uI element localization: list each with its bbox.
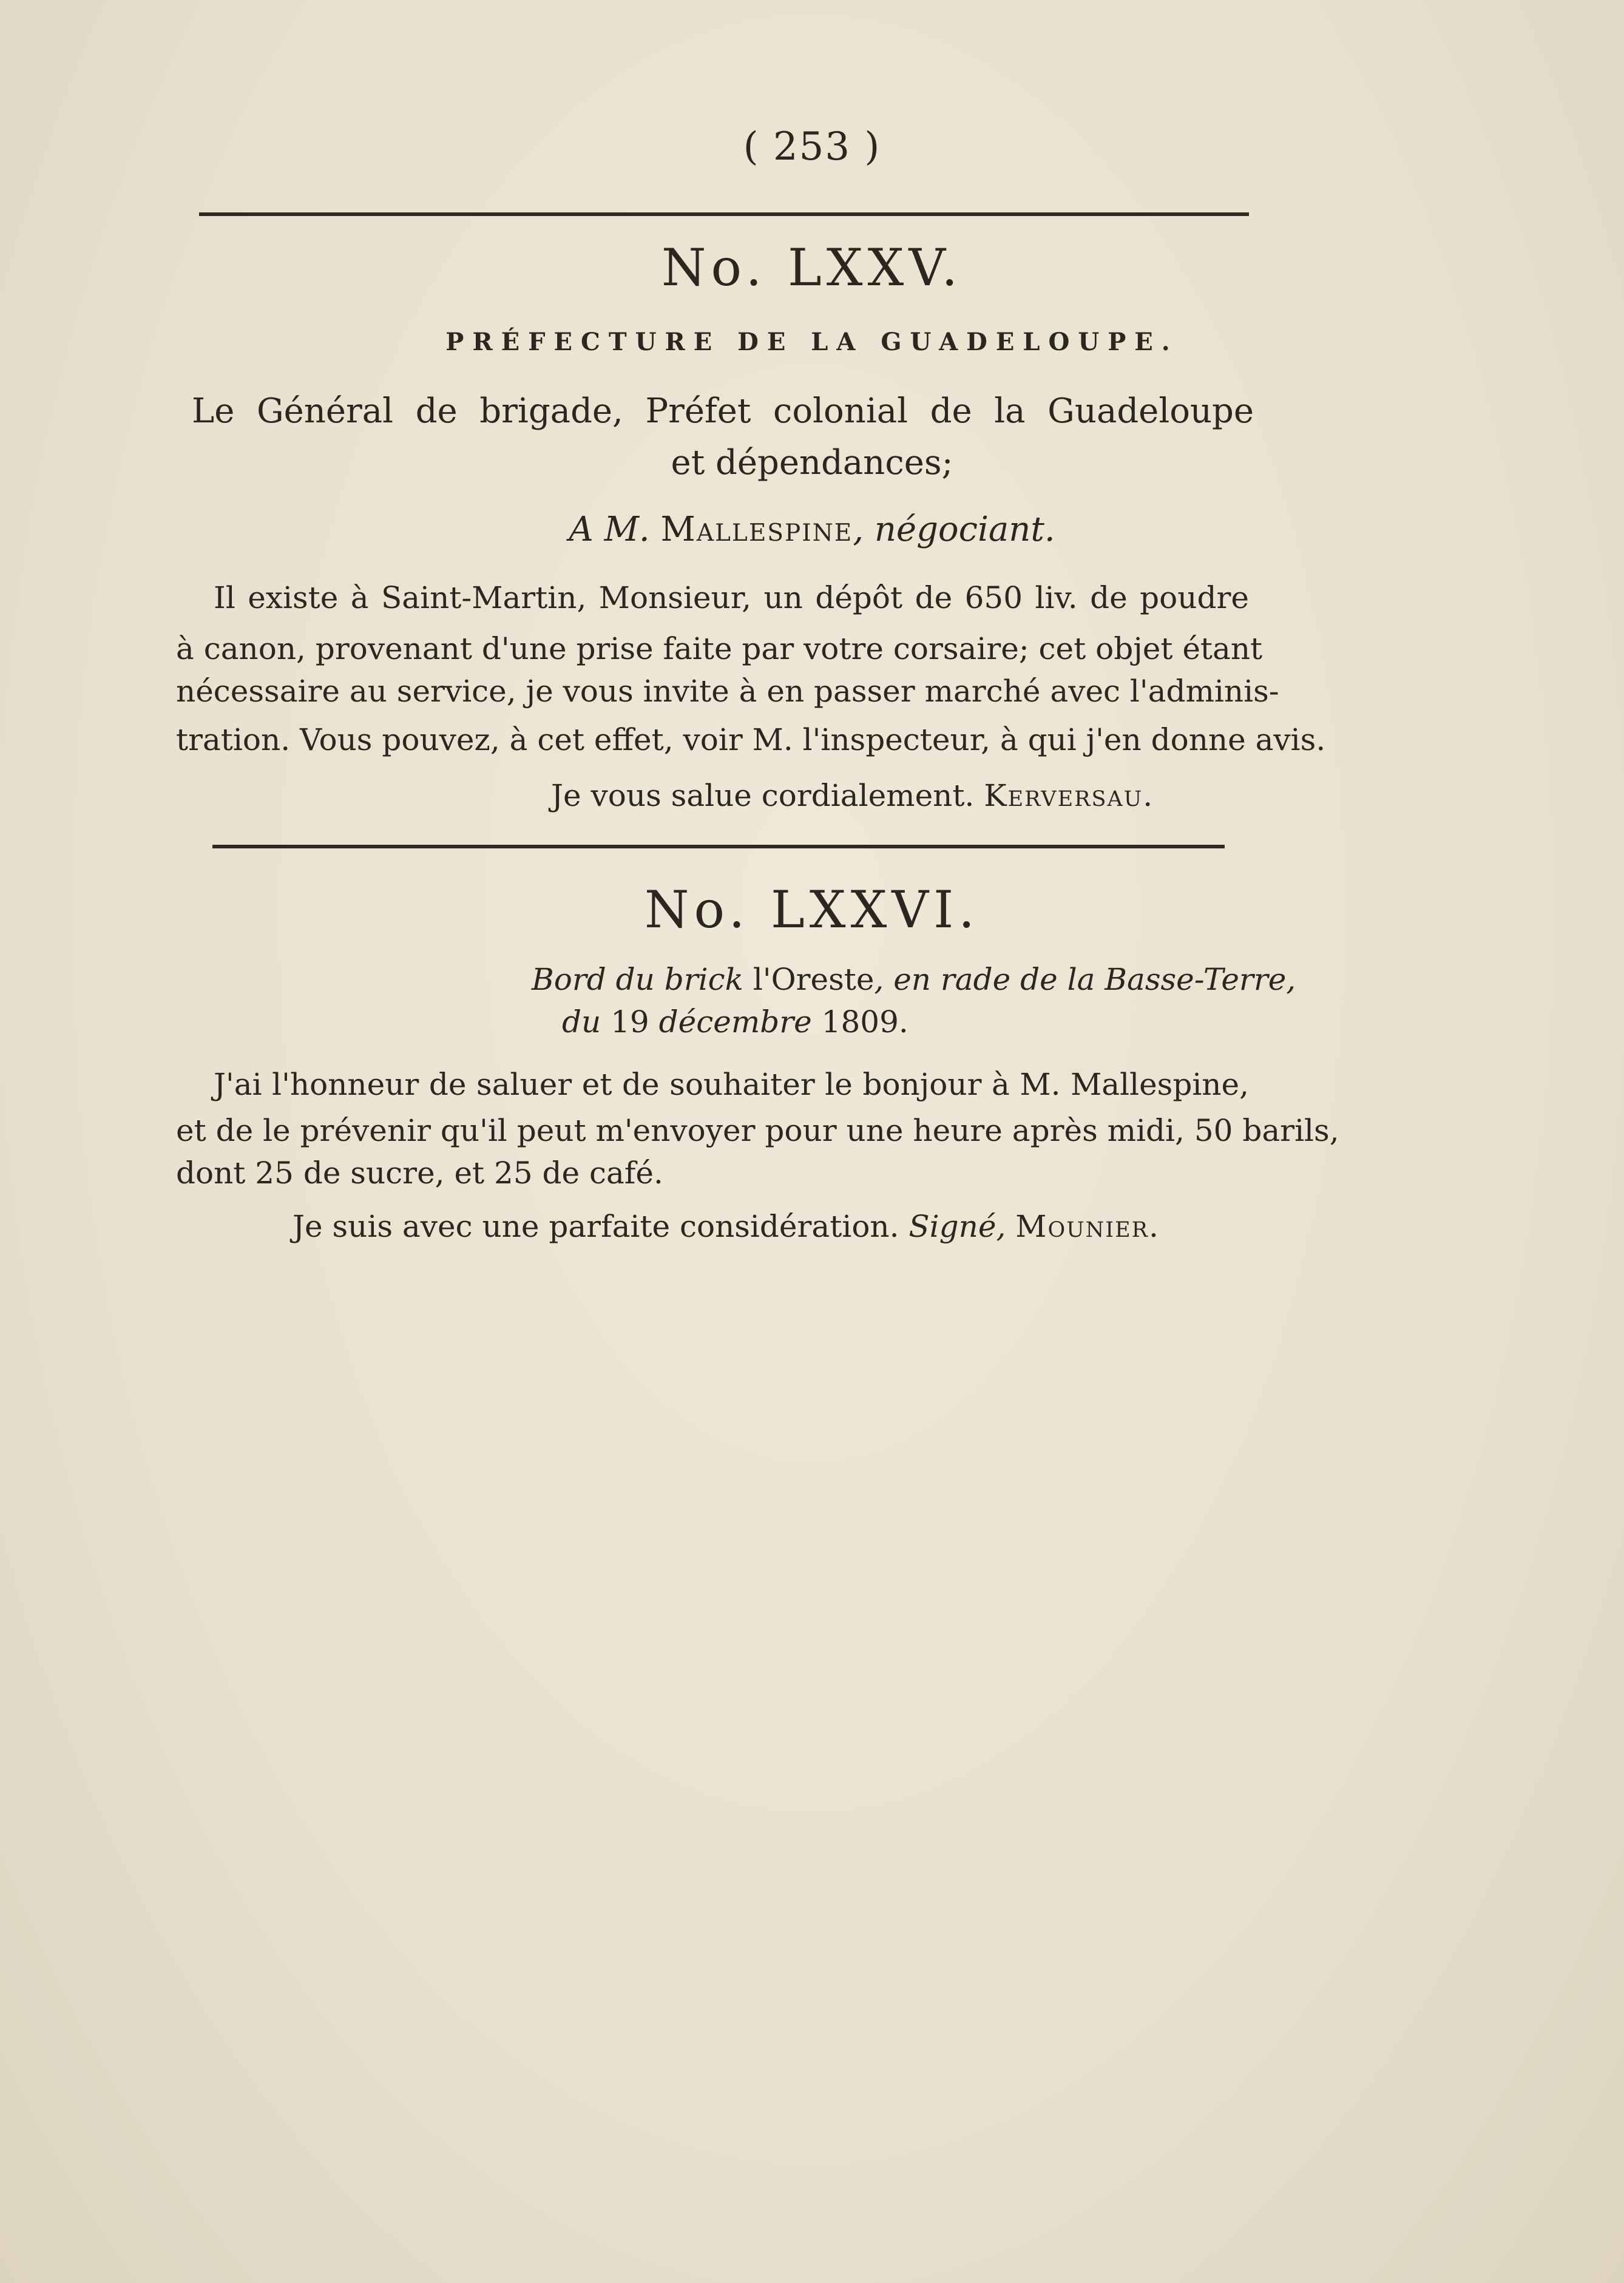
page-number: ( 253 ) — [743, 124, 881, 169]
doc1-body-line-2: à canon, provenant d'une prise faite par votre corsaire; cet objet étant — [176, 631, 1263, 666]
doc1-addressee — [0, 510, 1624, 549]
doc1-closing-line — [551, 778, 1279, 813]
doc1-sender-line1: Le Général de brigade, Préfet colonial de la Guadeloupe — [192, 391, 1254, 431]
doc1-addressee-prefix: A M. — [569, 510, 650, 549]
doc2-closing: Je suis avec une parfaite considération. — [293, 1209, 899, 1244]
doc1-body-line-4: tration. Vous pouvez, à cet effet, voir M. l'inspecteur, à qui j'en donne avis. — [176, 722, 1326, 757]
doc2-body-line-3: dont 25 de sucre, et 25 de café. — [176, 1155, 663, 1191]
doc2-signe-label: Signé, — [908, 1209, 1006, 1244]
doc2-closing-line — [293, 1209, 1264, 1244]
top-rule — [199, 212, 1249, 216]
doc2-date-month: décembre — [658, 1004, 812, 1040]
doc2-number: No. LXXVI. — [645, 880, 979, 939]
doc2-date-day: 19 — [611, 1004, 649, 1040]
doc2-signature: Mounier. — [1015, 1209, 1160, 1244]
doc2-ship-name: l'Oreste — [753, 962, 875, 997]
doc2-date-du: du — [562, 1004, 601, 1040]
doc1-header: PRÉFECTURE DE LA GUADELOUPE. — [445, 328, 1179, 356]
doc1-body-line-3: nécessaire au service, je vous invite à en passer marché avec l'adminis- — [176, 674, 1279, 709]
doc1-sender-line2: et dépendances; — [671, 443, 953, 482]
doc1-closing: Je vous salue cordialement. — [551, 778, 975, 813]
doc1-signature: Kerversau. — [984, 778, 1154, 813]
doc2-place-italic1: Bord du brick — [532, 962, 743, 997]
separator-rule — [212, 845, 1225, 848]
doc1-addressee-suffix: , négociant. — [853, 510, 1055, 549]
doc2-place-italic2: , en rade de la Basse-Terre, — [874, 962, 1296, 997]
doc2-place-line1 — [532, 962, 1296, 997]
doc1-addressee-name: Mallespine — [660, 510, 853, 549]
doc2-body-line-2: et de le prévenir qu'il peut m'envoyer pour une heure après midi, 50 barils, — [176, 1113, 1339, 1148]
doc1-number: No. LXXV. — [661, 238, 963, 297]
doc2-body-line-1: J'ai l'honneur de saluer et de souhaiter le bonjour à M. Mallespine, — [214, 1067, 1249, 1102]
doc2-place-line2 — [562, 1004, 1169, 1040]
doc2-date-year: 1809. — [821, 1004, 908, 1040]
doc1-body-line-1: Il existe à Saint-Martin, Monsieur, un dépôt de 650 liv. de poudre — [214, 580, 1249, 615]
